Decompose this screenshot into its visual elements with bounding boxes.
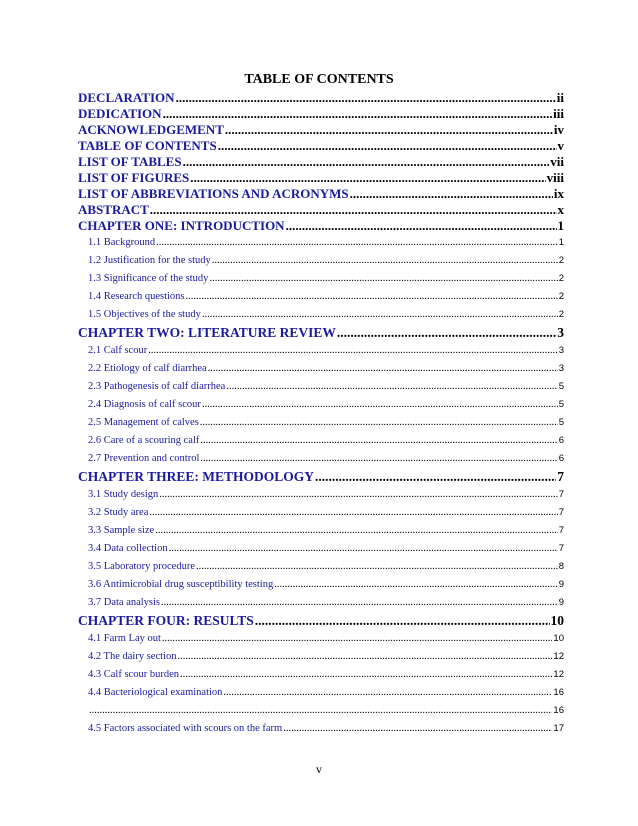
toc-entry[interactable] (78, 360, 564, 378)
toc-entry[interactable] (78, 218, 564, 234)
toc-entry-label[interactable]: 2.3 Pathogenesis of calf diarrhea (88, 381, 226, 392)
dot-leader (226, 378, 557, 396)
toc-entry-label[interactable]: DECLARATION (78, 90, 175, 105)
dot-leader (350, 186, 553, 202)
toc-entry-label[interactable]: CHAPTER ONE: INTRODUCTION (78, 218, 285, 233)
toc-entry[interactable] (78, 306, 564, 324)
toc-entry-page: 12 (553, 669, 564, 680)
toc-entry-label[interactable]: 4.5 Factors associated with scours on the farm (88, 723, 283, 734)
toc-entry-label[interactable]: 3.1 Study design (88, 489, 159, 500)
dot-leader (315, 468, 556, 486)
dot-leader (208, 360, 558, 378)
toc-entry-label[interactable]: LIST OF FIGURES (78, 170, 190, 185)
toc-entry-page: 3 (557, 325, 564, 340)
toc-entry-page: 5 (558, 417, 564, 428)
toc-entry-page: 7 (558, 489, 564, 500)
toc-entry-label[interactable]: 1.1 Background (88, 237, 156, 248)
dot-leader (286, 218, 557, 234)
table-of-contents (78, 90, 564, 738)
toc-entry[interactable] (78, 288, 564, 306)
toc-entry[interactable] (78, 504, 564, 522)
dot-leader (180, 666, 552, 684)
dot-leader (337, 324, 556, 342)
toc-entry-label[interactable]: ABSTRACT (78, 202, 149, 217)
toc-entry-label[interactable]: 1.2 Justification for the study (88, 255, 211, 266)
dot-leader (177, 648, 552, 666)
toc-entry-page: 2 (558, 291, 564, 302)
toc-entry-label[interactable]: 2.5 Management of calves (88, 417, 199, 428)
dot-leader (190, 170, 545, 186)
dot-leader (255, 612, 550, 630)
toc-entry-page: 17 (553, 723, 564, 734)
toc-entry[interactable] (78, 630, 564, 648)
dot-leader (212, 252, 558, 270)
toc-entry[interactable] (78, 270, 564, 288)
dot-leader (186, 288, 558, 306)
toc-entry-label[interactable]: 1.3 Significance of the study (88, 273, 209, 284)
toc-entry[interactable] (78, 90, 564, 106)
toc-entry[interactable] (78, 450, 564, 468)
toc-entry-page: iii (553, 106, 564, 121)
toc-entry-page: viii (546, 170, 564, 185)
toc-entry[interactable] (78, 684, 564, 702)
toc-entry[interactable] (78, 558, 564, 576)
toc-entry-page: ix (553, 186, 564, 201)
dot-leader (169, 540, 558, 558)
dot-leader (202, 396, 558, 414)
toc-entry[interactable] (78, 324, 564, 342)
toc-entry[interactable] (78, 378, 564, 396)
toc-entry[interactable] (78, 202, 564, 218)
dot-leader (274, 576, 558, 594)
toc-entry[interactable] (78, 612, 564, 630)
toc-entry-page: v (557, 138, 564, 153)
dot-leader (159, 486, 557, 504)
toc-entry[interactable] (78, 396, 564, 414)
toc-entry-label[interactable]: 4.2 The dairy section (88, 651, 177, 662)
toc-entry-page: 7 (557, 469, 564, 484)
toc-entry-label[interactable]: LIST OF ABBREVIATIONS AND ACRONYMS (78, 186, 349, 201)
toc-entry[interactable] (78, 540, 564, 558)
toc-entry[interactable] (78, 468, 564, 486)
toc-entry-page: 16 (553, 687, 564, 698)
toc-entry-page: 12 (553, 651, 564, 662)
toc-entry-label[interactable]: ACKNOWLEDGEMENT (78, 122, 224, 137)
toc-entry[interactable] (78, 666, 564, 684)
dot-leader (156, 234, 558, 252)
toc-entry-page: 7 (558, 525, 564, 536)
toc-entry-page: 8 (558, 561, 564, 572)
toc-entry-page: 1 (557, 218, 564, 233)
toc-entry[interactable] (78, 702, 564, 720)
toc-entry-label[interactable]: LIST OF TABLES (78, 154, 182, 169)
toc-entry[interactable] (78, 252, 564, 270)
toc-entry[interactable] (78, 720, 564, 738)
toc-entry[interactable] (78, 170, 564, 186)
toc-entry-label[interactable]: 4.4 Bacteriological examination (88, 687, 223, 698)
toc-entry-page: vii (550, 154, 564, 169)
toc-entry-label[interactable]: CHAPTER FOUR: RESULTS (78, 613, 254, 628)
toc-entry-label[interactable]: 4.3 Calf scour burden (88, 669, 179, 680)
dot-leader (148, 342, 558, 360)
toc-entry-label[interactable]: 2.6 Care of a scouring calf (88, 435, 200, 446)
toc-entry[interactable] (78, 648, 564, 666)
dot-leader (200, 432, 557, 450)
toc-entry[interactable] (78, 414, 564, 432)
toc-entry-page: 10 (550, 613, 564, 628)
toc-entry-label[interactable]: 3.3 Sample size (88, 525, 155, 536)
toc-entry[interactable] (78, 576, 564, 594)
toc-entry-page: 3 (558, 345, 564, 356)
toc-entry-label[interactable]: CHAPTER TWO: LITERATURE REVIEW (78, 325, 336, 340)
toc-entry-page: ii (556, 90, 564, 105)
toc-entry-label[interactable]: 4.1 Farm Lay out (88, 633, 161, 644)
toc-entry-page: 7 (558, 543, 564, 554)
toc-entry-label[interactable]: 3.5 Laboratory procedure (88, 561, 195, 572)
toc-entry-label[interactable]: 1.5 Objectives of the study (88, 309, 201, 320)
toc-entry[interactable] (78, 342, 564, 360)
dot-leader (200, 450, 557, 468)
toc-entry-label[interactable]: 2.2 Etiology of calf diarrhea (88, 363, 207, 374)
toc-entry[interactable] (78, 234, 564, 252)
toc-entry-label[interactable]: DEDICATION (78, 106, 162, 121)
toc-entry-page: 10 (553, 633, 564, 644)
toc-entry-page: 7 (558, 507, 564, 518)
dot-leader (225, 122, 553, 138)
toc-entry-page: 2 (558, 309, 564, 320)
page-title: TABLE OF CONTENTS (244, 72, 394, 87)
toc-entry-page: 2 (558, 273, 564, 284)
toc-entry-label[interactable]: 2.4 Diagnosis of calf scour (88, 399, 201, 410)
toc-entry-page: 9 (558, 579, 564, 590)
toc-entry[interactable] (78, 522, 564, 540)
dot-leader (183, 154, 550, 170)
toc-entry[interactable] (78, 138, 564, 154)
toc-entry-page: 16 (553, 705, 564, 716)
toc-entry-page: 9 (558, 597, 564, 608)
dot-leader (150, 202, 557, 218)
toc-entry[interactable] (78, 186, 564, 202)
toc-entry-page: x (557, 202, 564, 217)
toc-entry-label[interactable]: 3.6 Antimicrobial drug susceptibility testing (88, 579, 274, 590)
toc-entry-page: 5 (558, 399, 564, 410)
toc-entry-page: 6 (558, 453, 564, 464)
toc-entry-page: 1 (558, 237, 564, 248)
toc-entry-page: 5 (558, 381, 564, 392)
toc-entry[interactable] (78, 154, 564, 170)
toc-entry-label[interactable]: 3.7 Data analysis (88, 597, 161, 608)
toc-entry-label[interactable]: 2.1 Calf scour (88, 345, 148, 356)
toc-entry[interactable] (78, 106, 564, 122)
toc-entry-label[interactable]: 3.4 Data collection (88, 543, 168, 554)
toc-entry-label[interactable]: 3.2 Study area (88, 507, 149, 518)
dot-leader (155, 522, 558, 540)
toc-entry[interactable] (78, 594, 564, 612)
toc-entry-page: 6 (558, 435, 564, 446)
dot-leader (176, 90, 556, 106)
dot-leader (149, 504, 557, 522)
dot-leader (162, 630, 553, 648)
dot-leader (283, 720, 552, 738)
dot-leader (202, 306, 558, 324)
toc-entry[interactable] (78, 432, 564, 450)
toc-entry[interactable] (78, 122, 564, 138)
toc-entry-label[interactable]: 2.7 Prevention and control (88, 453, 200, 464)
page-number: v (316, 762, 322, 776)
toc-entry-page: 2 (558, 255, 564, 266)
toc-entry-page: iv (553, 122, 564, 137)
dot-leader (196, 558, 558, 576)
toc-entry-page: 3 (558, 363, 564, 374)
toc-entry-label[interactable]: TABLE OF CONTENTS (78, 138, 217, 153)
dot-leader (89, 702, 552, 720)
dot-leader (163, 106, 553, 122)
dot-leader (209, 270, 557, 288)
toc-entry[interactable] (78, 486, 564, 504)
dot-leader (218, 138, 557, 154)
dot-leader (200, 414, 558, 432)
dot-leader (223, 684, 552, 702)
toc-entry-label[interactable]: CHAPTER THREE: METHODOLOGY (78, 469, 315, 484)
dot-leader (161, 594, 558, 612)
toc-entry-label[interactable]: 1.4 Research questions (88, 291, 185, 302)
